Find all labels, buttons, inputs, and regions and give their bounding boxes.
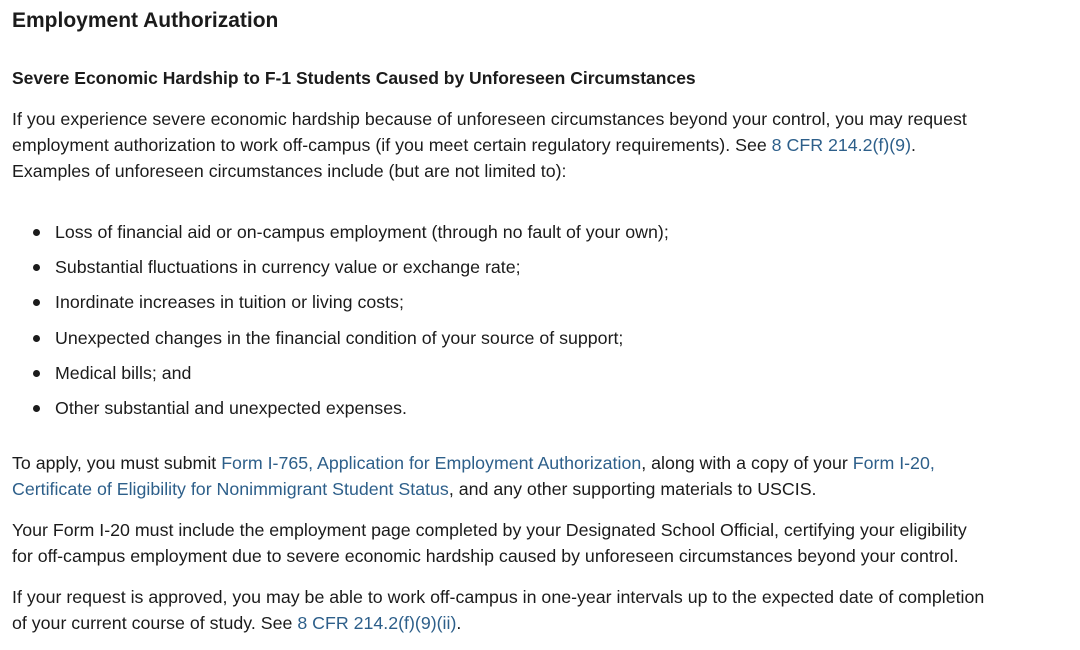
form-i765-link[interactable]: Form I-765, Application for Employment Authorization bbox=[221, 453, 642, 473]
approved-paragraph bbox=[12, 584, 1076, 636]
i20-line-2: for off-campus employment due to severe economic hardship caused by unforeseen circumstances beyond your control. bbox=[12, 546, 959, 566]
apply-line-1 bbox=[12, 450, 1076, 476]
approved-line-2-text: of your current course of study. See bbox=[12, 613, 298, 633]
page-title: Employment Authorization bbox=[12, 9, 279, 32]
intro-line-1: If you experience severe economic hardship because of unforeseen circumstances beyond your control, you may request bbox=[12, 109, 967, 129]
bullet-icon bbox=[33, 229, 40, 236]
cfr-214-2-f-9-link[interactable]: 8 CFR 214.2(f)(9) bbox=[771, 135, 911, 155]
apply-text-start: To apply, you must submit bbox=[12, 453, 222, 473]
list-item-text: Loss of financial aid or on-campus employment (through no fault of your own); bbox=[55, 222, 669, 242]
apply-text-middle: , along with a copy of your bbox=[641, 453, 853, 473]
list-item bbox=[12, 215, 1012, 250]
intro-line-2-end: . bbox=[911, 135, 916, 155]
list-item-text: Substantial fluctuations in currency value or exchange rate; bbox=[55, 257, 521, 278]
bullet-icon bbox=[33, 405, 40, 412]
bullet-icon bbox=[33, 370, 40, 377]
intro-line-2 bbox=[12, 132, 1076, 158]
list-item-text: Other substantial and unexpected expenses. bbox=[55, 398, 407, 419]
examples-list bbox=[12, 215, 1012, 426]
list-item bbox=[12, 285, 1012, 320]
approved-line-2 bbox=[12, 610, 1076, 636]
list-item-text: Unexpected changes in the financial condition of your source of support; bbox=[55, 327, 624, 348]
bullet-icon bbox=[33, 299, 40, 306]
section-title: Severe Economic Hardship to F-1 Students Caused by Unforeseen Circumstances bbox=[12, 68, 696, 88]
list-item bbox=[12, 356, 1012, 391]
form-i20-link-continued[interactable]: Certificate of Eligibility for Nonimmigrant Student Status bbox=[12, 479, 449, 499]
apply-paragraph bbox=[12, 450, 1076, 502]
i20-paragraph bbox=[12, 517, 1076, 569]
intro-paragraph bbox=[12, 106, 1076, 184]
list-item bbox=[12, 391, 1012, 426]
form-i20-link[interactable]: Form I-20, bbox=[852, 453, 935, 473]
approved-line-1: If your request is approved, you may be able to work off-campus in one-year intervals up to the expected date of completion bbox=[12, 587, 985, 607]
approved-line-2-end: . bbox=[456, 613, 462, 633]
intro-line-3: Examples of unforeseen circumstances include (but are not limited to): bbox=[12, 161, 567, 181]
bullet-icon bbox=[33, 264, 40, 271]
list-item-text: Medical bills; and bbox=[55, 362, 192, 383]
cfr-214-2-f-9-ii-link[interactable]: 8 CFR 214.2(f)(9)(ii) bbox=[297, 613, 457, 633]
list-item bbox=[12, 321, 1012, 356]
apply-line-2 bbox=[12, 476, 1076, 502]
apply-text-end: , and any other supporting materials to USCIS. bbox=[448, 479, 817, 499]
bullet-icon bbox=[33, 335, 40, 342]
list-item bbox=[12, 250, 1012, 285]
list-item-text: Inordinate increases in tuition or living costs; bbox=[55, 292, 404, 313]
intro-line-2-text: employment authorization to work off-campus (if you meet certain regulatory requirements). See bbox=[12, 135, 772, 155]
i20-line-1: Your Form I-20 must include the employment page completed by your Designated School Official, certifying your eligibility bbox=[12, 520, 967, 540]
